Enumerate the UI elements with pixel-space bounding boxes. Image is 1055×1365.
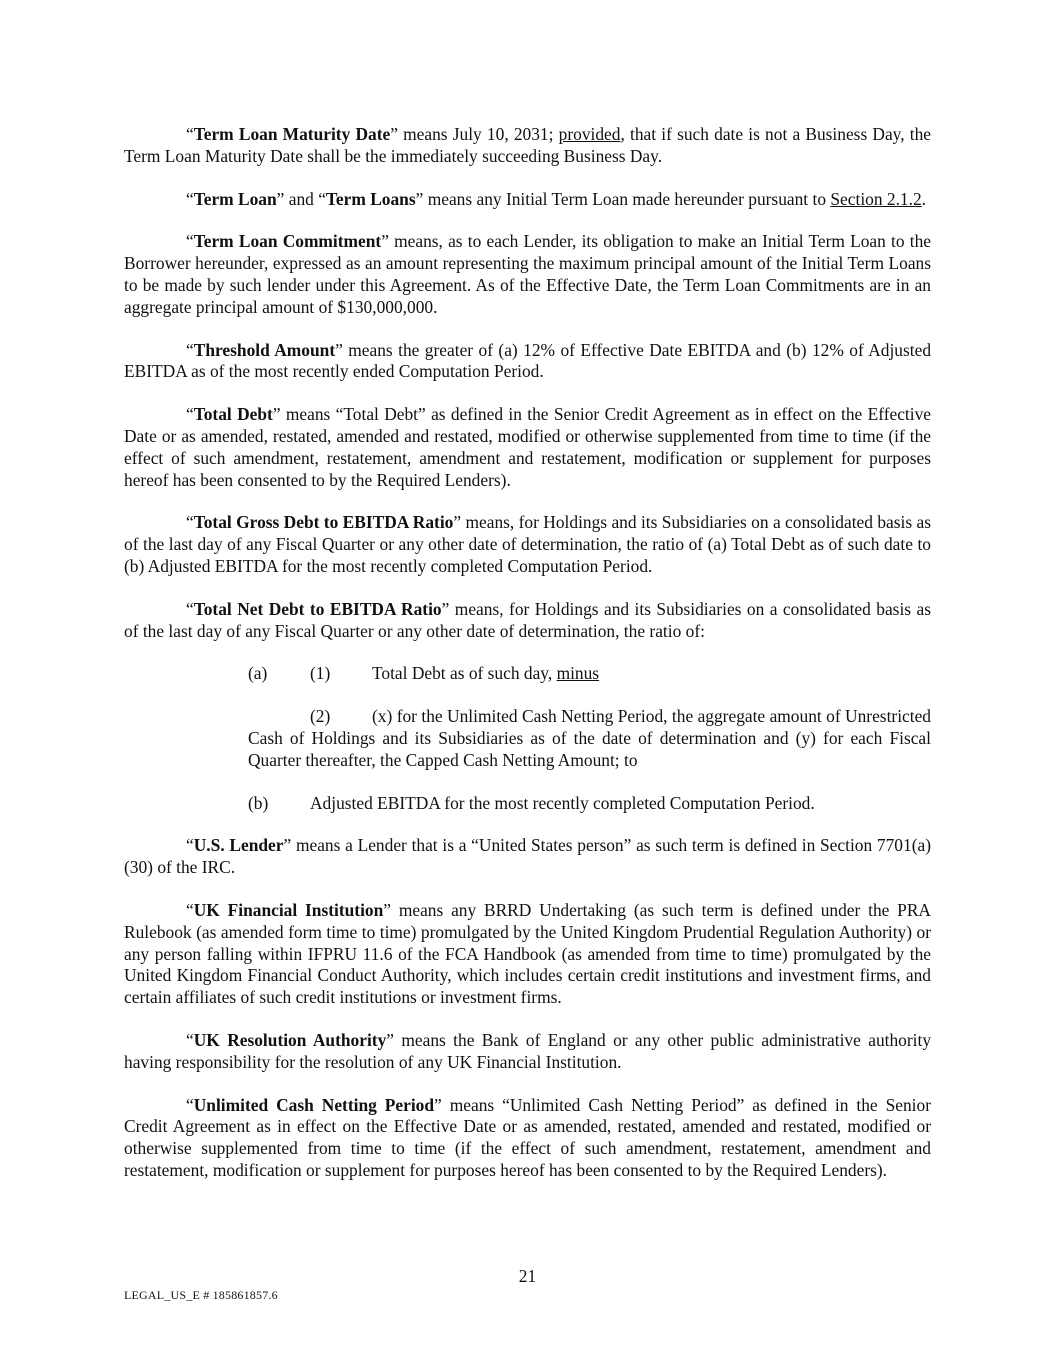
definition-term-loan-maturity-date: “Term Loan Maturity Date” means July 10, 2031; provided, that if such date is not a Business Day, the Term Loan Maturity Date shall be the immediately succeeding Business Day. xyxy=(124,124,932,166)
defined-term: U.S. Lender xyxy=(193,835,284,856)
defined-term: Threshold Amount xyxy=(193,339,336,360)
item-label: (a) xyxy=(248,663,268,684)
definition-term-loan-commitment: “Term Loan Commitment” means, as to each Lender, its obligation to make an Initial Term Loan to the Borrower hereunder, expressed as an amount representing the maximum principal amount of the Initial Term Loans to be made by such lender under this Agreement. As of the Effective Date, the Term Loan Commitments are in an aggregate principal amount of $130,000,000. xyxy=(124,231,931,317)
page-number: 21 xyxy=(518,1266,537,1286)
ratio-item-b: (b) Adjusted EBITDA for the most recently completed Computation Period. xyxy=(248,792,815,813)
defined-term: Unlimited Cash Netting Period xyxy=(193,1094,435,1115)
definition-threshold-amount: “Threshold Amount” means the greater of (a) 12% of Effective Date EBITDA and (b) 12% of Adjusted EBITDA as of the most recently ended Computation Period. xyxy=(124,339,932,382)
provided-underlined: provided xyxy=(558,124,621,144)
defined-term: UK Financial Institution xyxy=(193,899,384,920)
ratio-item-a2: (2) (x) for the Unlimited Cash Netting Period, the aggregate amount of Unrestricted Cash of Holdings and its Subsidiaries as of the date of determination and (y) for each Fiscal Quarter thereafter, the Capped Cash Netting Amount; to xyxy=(248,706,931,770)
defined-term: Term Loans xyxy=(325,188,416,209)
defined-term: Total Debt xyxy=(193,404,273,425)
definition-term-loan: “Term Loan” and “Term Loans” means any Initial Term Loan made hereunder pursuant to Section 2.1.2. xyxy=(186,188,927,209)
definition-uk-financial-institution: “UK Financial Institution” means any BRRD Undertaking (as such term is defined under the PRA Rulebook (as amended form time to time) promulgated by the United Kingdom Prudential Regulation Authority) or any person falling within IFPRU 11.6 of the FCA Handbook (as amended from time to time) promulgated by the United Kingdom Financial Conduct Authority, which includes certain credit institutions and investment firms, and certain affiliates of such credit institutions or investment firms. xyxy=(124,899,931,1008)
section-reference: Section 2.1.2 xyxy=(830,188,922,209)
defined-term: Total Net Debt to EBITDA Ratio xyxy=(193,598,442,619)
definition-unlimited-cash-netting-period: “Unlimited Cash Netting Period” means “Unlimited Cash Netting Period” as defined in the Senior Credit Agreement as in effect on the Effective Date or as amended, restated, amended and restated, modified or otherwise supplemented from time to time (if the effect of such amendment, restatement, amendment and restatement, modification or supplement for purposes hereof has been consented to by the Required Lenders). xyxy=(124,1094,931,1180)
item-label: (b) xyxy=(248,792,269,813)
definition-total-debt: “Total Debt” means “Total Debt” as defined in the Senior Credit Agreement as in effect on the Effective Date or as amended, restated, amended and restated, modified or otherwise supplemented from time to time (if the effect of such amendment, restatement, amendment and restatement, modification or supplement for purposes hereof has been consented to by the Required Lenders). xyxy=(124,404,932,490)
minus-underlined: minus xyxy=(556,663,600,684)
defined-term: Term Loan Commitment xyxy=(193,231,382,252)
definition-uk-resolution-authority: “UK Resolution Authority” means the Bank of England or any other public administrative authority having responsibility for the resolution of any UK Financial Institution. xyxy=(124,1029,932,1072)
defined-term: Term Loan Maturity Date xyxy=(193,124,391,144)
defined-term: Total Gross Debt to EBITDA Ratio xyxy=(193,512,454,533)
definition-total-net-debt-ratio: “Total Net Debt to EBITDA Ratio” means, for Holdings and its Subsidiaries on a consolidated basis as of the last day of any Fiscal Quarter or any other date of determination, the ratio of: xyxy=(124,598,931,641)
defined-term: UK Resolution Authority xyxy=(193,1029,387,1050)
definition-us-lender: “U.S. Lender” means a Lender that is a “United States person” as such term is defined in Section 7701(a)(30) of the IRC. xyxy=(124,835,931,878)
subitem-label: (2) xyxy=(310,706,331,727)
document-body xyxy=(124,124,931,1203)
definition-total-gross-debt-ratio: “Total Gross Debt to EBITDA Ratio” means, for Holdings and its Subsidiaries on a consolidated basis as of the last day of any Fiscal Quarter or any other date of determination, the ratio of (a) Total Debt as of such date to (b) Adjusted EBITDA for the most recently completed Computation Period. xyxy=(124,512,931,576)
document-footer-id: LEGAL_US_E # 185861857.6 xyxy=(124,1288,278,1302)
defined-term: Term Loan xyxy=(193,188,277,209)
ratio-item-a1: (a) (1) Total Debt as of such day, minus xyxy=(248,663,600,684)
subitem-label: (1) xyxy=(310,663,331,684)
